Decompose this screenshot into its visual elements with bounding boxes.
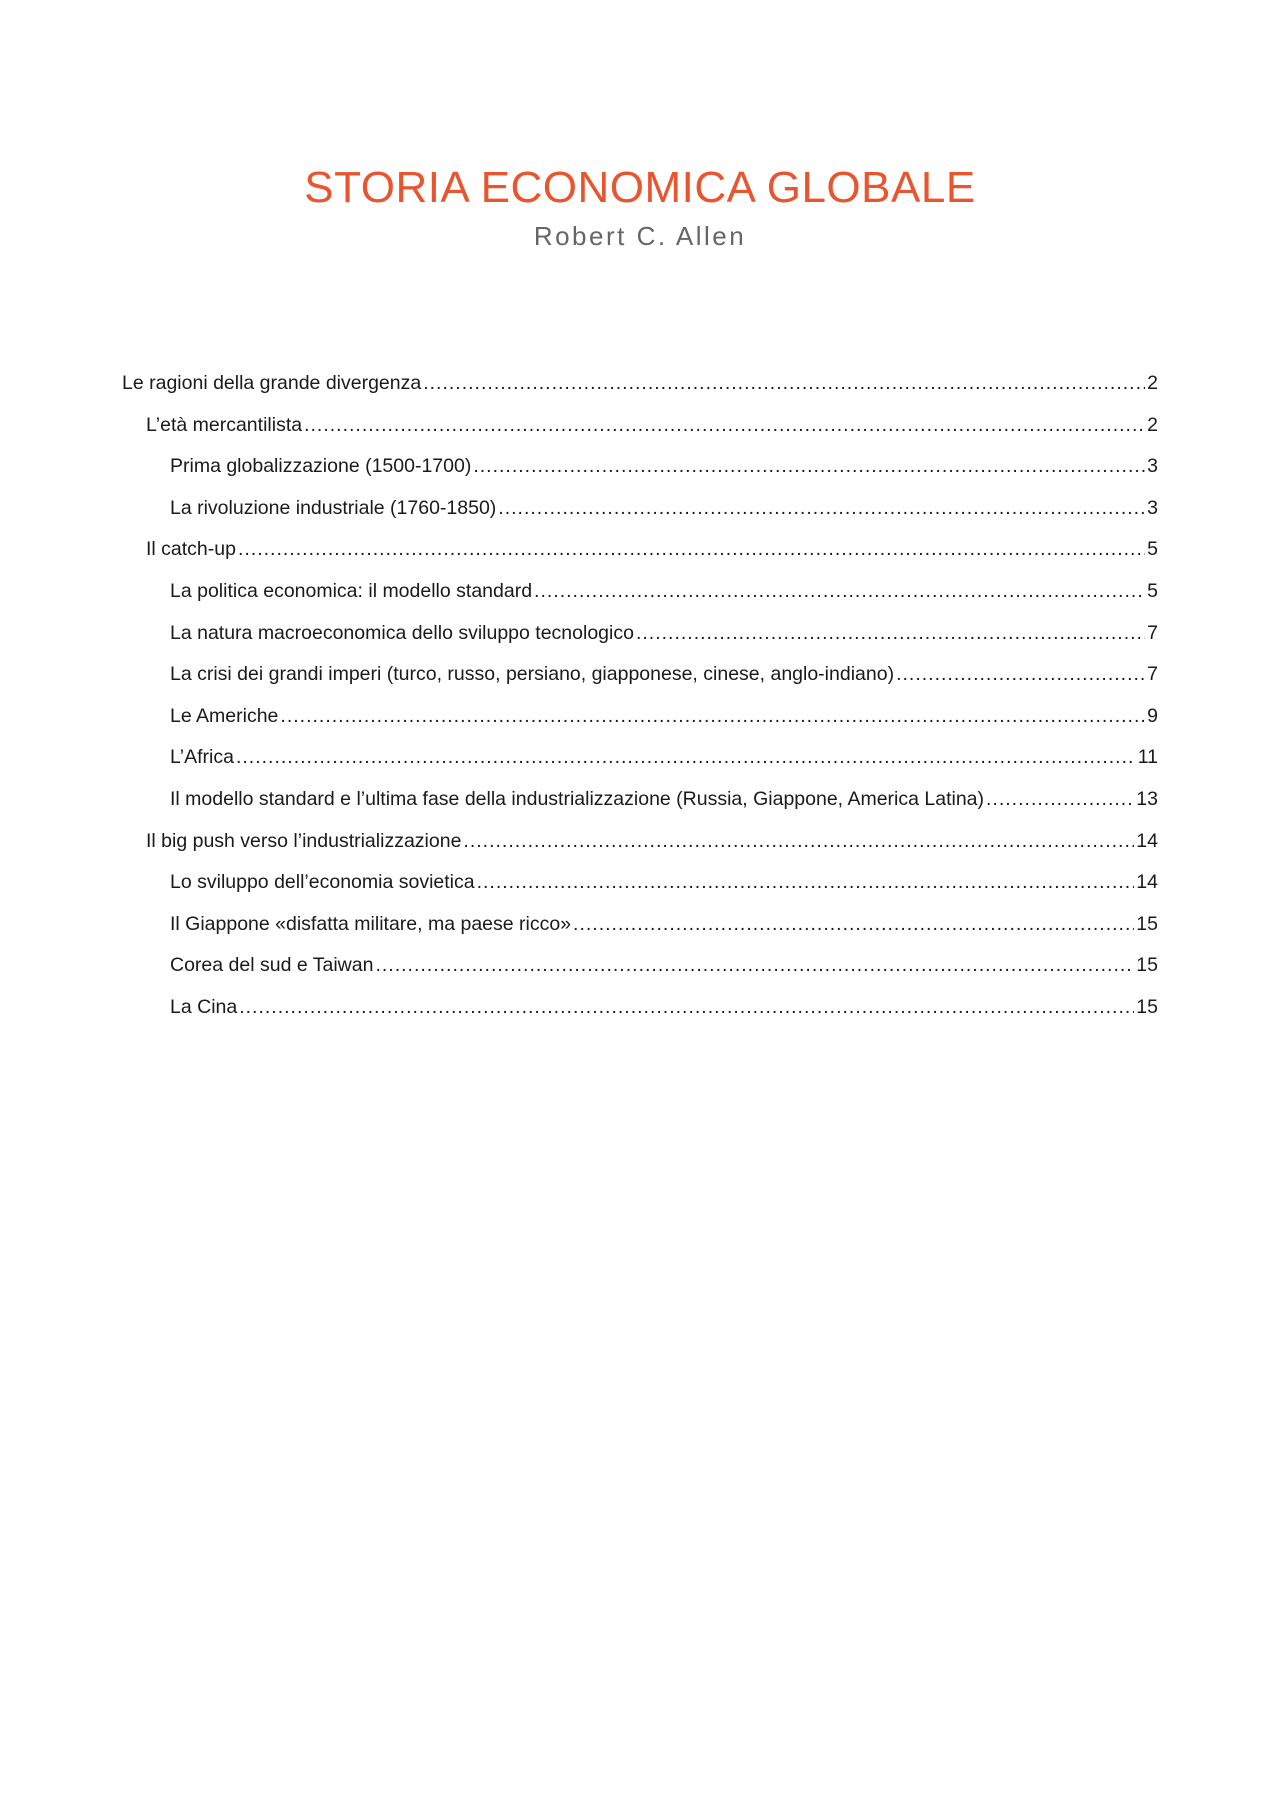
- toc-entry-label: La politica economica: il modello standard: [170, 580, 533, 602]
- toc-entry-label: Il catch-up: [146, 538, 236, 561]
- toc-entry-page: 5: [1147, 538, 1158, 561]
- toc-entry[interactable]: [170, 576, 1158, 606]
- toc-entry-page: 2: [1147, 413, 1158, 436]
- toc-entry-label: Le Americhe: [170, 704, 279, 727]
- toc-entry-label: La Cina: [170, 996, 238, 1018]
- toc-leader-dots: [280, 701, 1145, 731]
- toc-entry[interactable]: [146, 410, 1158, 440]
- toc-leader-dots: [896, 659, 1145, 689]
- toc-entry-page: 14: [1136, 871, 1158, 894]
- toc-leader-dots: [304, 410, 1145, 440]
- toc-entry[interactable]: [146, 826, 1158, 856]
- toc-entry-label: La rivoluzione industriale (1760-1850): [170, 496, 497, 519]
- toc-entry-page: 3: [1147, 455, 1158, 478]
- toc-entry-page: 5: [1147, 580, 1158, 602]
- toc-leader-dots: [573, 909, 1134, 939]
- toc-leader-dots: [477, 867, 1135, 897]
- toc-entry[interactable]: [122, 368, 1158, 398]
- toc-leader-dots: [498, 493, 1145, 523]
- toc-entry-page: 9: [1147, 704, 1158, 727]
- toc-entry[interactable]: [170, 784, 1158, 814]
- toc-entry-page: 7: [1147, 663, 1158, 686]
- toc-entry[interactable]: [170, 493, 1158, 523]
- toc-leader-dots: [986, 784, 1134, 814]
- toc-entry[interactable]: [170, 742, 1158, 772]
- toc-entry[interactable]: [170, 659, 1158, 689]
- toc-entry-label: Prima globalizzazione (1500-1700): [170, 455, 472, 478]
- toc-leader-dots: [473, 451, 1145, 481]
- toc-entry[interactable]: [170, 992, 1158, 1022]
- toc-entry[interactable]: [170, 950, 1158, 980]
- toc-leader-dots: [375, 950, 1134, 980]
- toc-entry-label: L’Africa: [170, 746, 234, 769]
- toc-entry[interactable]: [170, 451, 1158, 481]
- toc-leader-dots: [236, 742, 1136, 772]
- toc-entry[interactable]: [146, 534, 1158, 564]
- toc-leader-dots: [636, 618, 1145, 648]
- toc-entry-label: Lo sviluppo dell’economia sovietica: [170, 871, 475, 894]
- toc-entry-label: La crisi dei grandi imperi (turco, russo, persiano, giapponese, cinese, anglo-indiano): [170, 663, 895, 686]
- toc-entry-page: 15: [1136, 912, 1158, 935]
- toc-entry-page: 2: [1147, 372, 1158, 394]
- toc-entry-page: 11: [1137, 746, 1158, 769]
- toc-entry[interactable]: [170, 618, 1158, 648]
- toc-leader-dots: [463, 826, 1134, 856]
- toc-leader-dots: [423, 368, 1145, 398]
- toc-entry-label: Il big push verso l’industrializzazione: [146, 829, 462, 852]
- toc-entry-label: Il modello standard e l’ultima fase della industrializzazione (Russia, Giappone, America Latina): [170, 788, 985, 810]
- document-title: STORIA ECONOMICA GLOBALE: [304, 163, 976, 212]
- toc-entry-label: La natura macroeconomica dello sviluppo tecnologico: [170, 621, 634, 644]
- toc-entry[interactable]: [170, 701, 1158, 731]
- toc-entry-label: Le ragioni della grande divergenza: [122, 372, 422, 394]
- toc-entry-page: 15: [1136, 996, 1158, 1018]
- toc-leader-dots: [534, 576, 1145, 606]
- toc-entry-label: Il Giappone «disfatta militare, ma paese ricco»: [170, 912, 572, 935]
- toc-entry-page: 13: [1136, 788, 1158, 810]
- toc-leader-dots: [239, 992, 1134, 1022]
- toc-entry[interactable]: [170, 867, 1158, 897]
- toc-leader-dots: [238, 534, 1145, 564]
- toc-entry-page: 15: [1136, 954, 1158, 977]
- toc-entry-label: Corea del sud e Taiwan: [170, 954, 374, 977]
- toc-entry-page: 14: [1136, 829, 1158, 852]
- document-author: Robert C. Allen: [533, 221, 747, 251]
- toc-entry-page: 3: [1147, 496, 1158, 519]
- toc-entry-page: 7: [1147, 621, 1158, 644]
- toc-entry-label: L’età mercantilista: [146, 413, 303, 436]
- toc-entry[interactable]: [170, 909, 1158, 939]
